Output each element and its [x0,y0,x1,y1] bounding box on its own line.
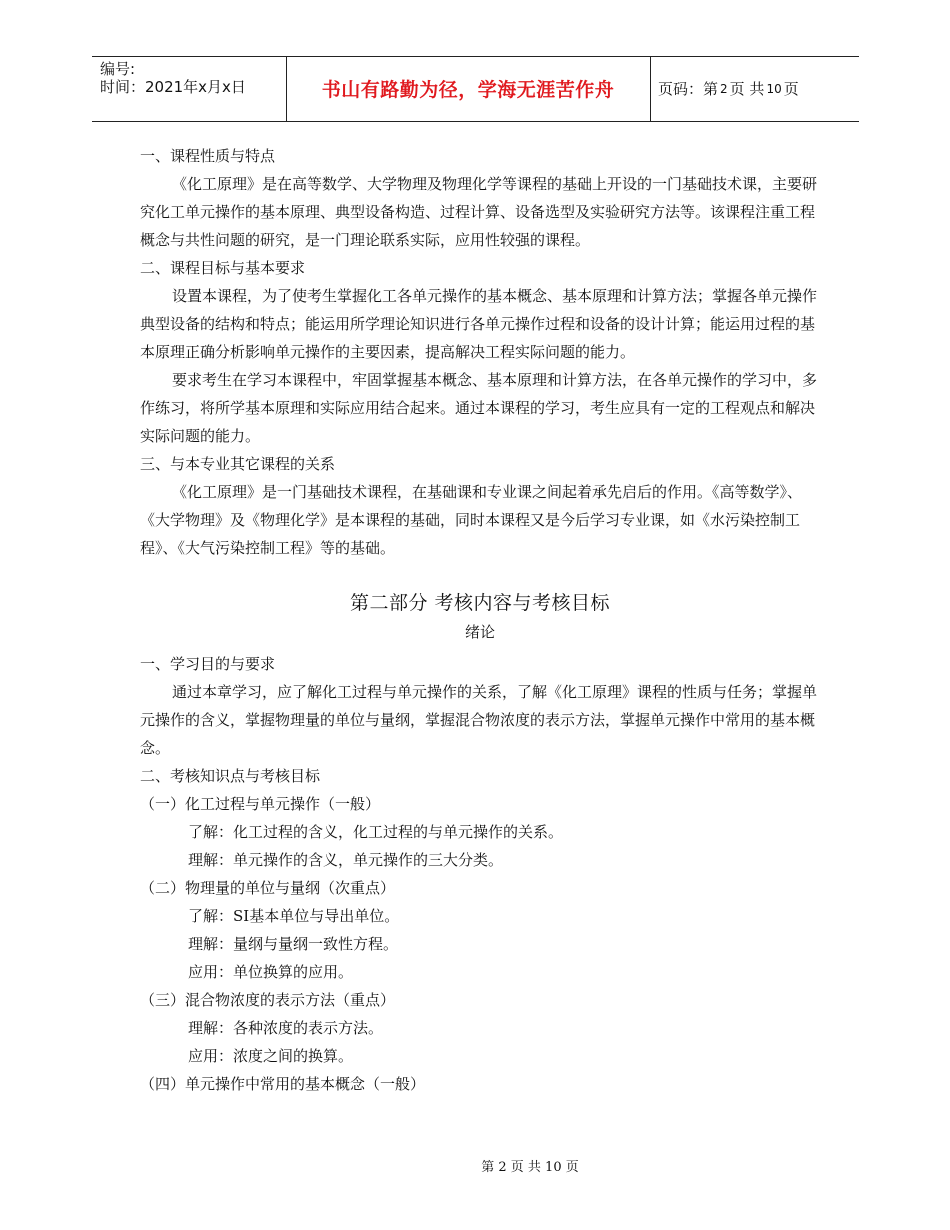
section-heading: 二、课程目标与基本要求 [140,259,306,277]
document-number-label: 编号: [100,60,136,78]
knowledge-point-line: 理解：各种浓度的表示方法。 [188,1019,384,1037]
section-heading: 二、考核知识点与考核目标 [140,767,321,785]
page-header [92,56,859,122]
part-title: 第二部分 考核内容与考核目标 [349,592,611,614]
paragraph: 通过本章学习，应了解化工过程与单元操作的关系，了解《化工原理》课程的性质与任务；掌握单元操作的含义，掌握物理量的单位与量纲，掌握混合物浓度的表示方法，掌握单元操作中常用的基本概念。 [140,683,818,757]
paragraph: 设置本课程，为了使考生掌握化工各单元操作的基本概念、基本原理和计算方法；掌握各单元操作典型设备的结构和特点；能运用所学理论知识进行各单元操作过程和设备的设计计算；能运用过程的基本原理正确分析影响单元操作的主要因素，提高解决工程实际问题的能力。 [140,287,818,361]
document-time-label: 时间：2021年x月x日 [100,78,246,96]
knowledge-point-line: 了解：SI基本单位与导出单位。 [188,907,400,925]
page-mid: 页 共 [729,80,765,98]
knowledge-point-line: 应用：单位换算的应用。 [188,963,354,981]
section-heading: 一、学习目的与要求 [140,655,276,673]
knowledge-point-title: （三）混合物浓度的表示方法（重点） [140,991,396,1009]
page-suffix: 页 [783,80,799,98]
paragraph: 《化工原理》是在高等数学、大学物理及物理化学等课程的基础上开设的一门基础技术课，主要研究化工单元操作的基本原理、典型设备构造、过程计算、设备选型及实验研究方法等。该课程注重工程概念与共性问题的研究，是一门理论联系实际，应用性较强的课程。 [140,175,818,249]
document-body [140,142,820,1098]
knowledge-point-line: 理解：单元操作的含义，单元操作的三大分类。 [188,851,504,869]
paragraph: 《化工原理》是一门基础技术课程，在基础课和专业课之间起着承先启后的作用。《高等数学》、《大学物理》及《物理化学》是本课程的基础，同时本课程又是今后学习专业课，如《水污染控制工程》、《大气污染控制工程》等的基础。 [140,483,803,557]
section-heading: 三、与本专业其它课程的关系 [140,455,336,473]
header-meta [100,60,246,96]
knowledge-point-line: 理解：量纲与量纲一致性方程。 [188,935,399,953]
knowledge-point-line: 了解：化工过程的含义，化工过程的与单元操作的关系。 [188,823,564,841]
header-motto: 书山有路勤为径，学海无涯苦作舟 [321,79,615,101]
section-heading: 一、课程性质与特点 [140,147,276,165]
header-divider [650,57,651,121]
knowledge-point-title: （一）化工过程与单元操作（一般） [140,795,381,813]
page-number: 2 [720,81,728,96]
page-footer: 第 2 页 共 10 页 [481,1160,579,1175]
page-total: 10 [766,81,782,96]
knowledge-point-title: （四）单元操作中常用的基本概念（一般） [140,1075,426,1093]
page-prefix: 页码：第 [658,80,719,98]
paragraph: 要求考生在学习本课程中，牢固掌握基本概念、基本原理和计算方法，在各单元操作的学习中，多作练习，将所学基本原理和实际应用结合起来。通过本课程的学习，考生应具有一定的工程观点和解决实际问题的能力。 [140,371,818,445]
chapter-title: 绪论 [464,623,495,641]
knowledge-point-line: 应用：浓度之间的换算。 [188,1047,354,1065]
header-page-info [658,57,799,120]
knowledge-point-title: （二）物理量的单位与量纲（次重点） [140,879,396,897]
